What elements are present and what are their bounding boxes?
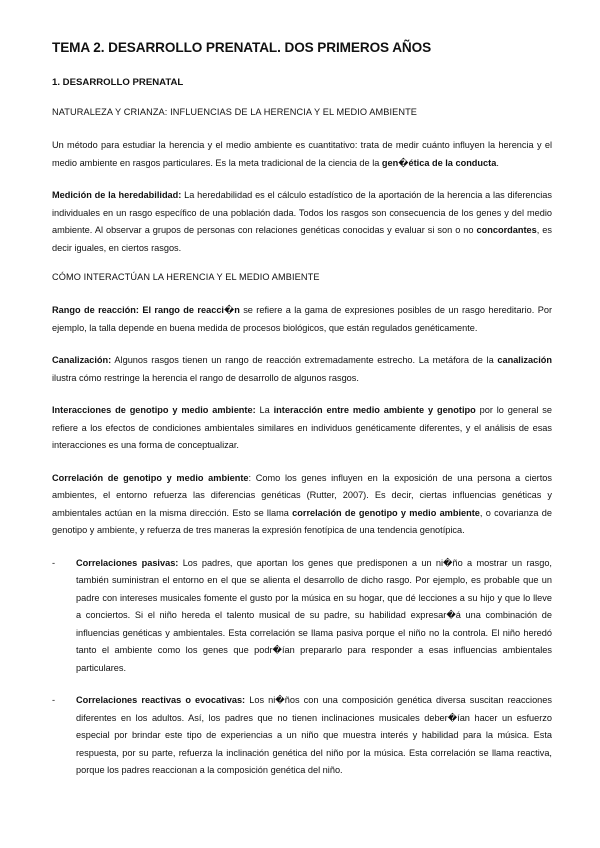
document-page <box>52 40 552 795</box>
list-dash: - <box>52 557 56 568</box>
paragraph-heredabilidad: Medición de la heredabilidad: La heredabilidad es el cálculo estadístico de la aportación de la herencia a las diferencias individuales en un rasgo específico de una población dada. Todos los rasgos son consecuencia de los genes y del medio ambiente. Al observar a grupos de personas con relaciones genéticas conocidas y evaluar si son o no concordantes, es decir iguales, en ciertos rasgos. <box>52 190 553 253</box>
paragraph-correlacion: Correlación de genotipo y medio ambiente: Como los genes influyen en la exposición de una persona a ciertos ambientes, el entorno refuerza las diferencias genéticas (Rutter, 2007). Es decir, ciertas influencias genéticas y ambientales actúan en la misma dirección. Esto se llama correlación de genotipo y medio ambiente, o covarianza de genotipo y ambiente, y refuerza de tres maneras la expresión fenotípica de una tendencia genotípica. <box>52 472 552 535</box>
paragraph-canalizacion: Canalización: Algunos rasgos tienen un rango de reacción extremadamente estrecho. La metáfora de la canalización ilustra cómo restringe la herencia el rango de desarrollo de algunos rasgos. <box>52 355 552 383</box>
paragraph-rango-reaccion: Rango de reacción: El rango de reacci�n se refiere a la gama de expresiones posibles de un rasgo hereditario. Por ejemplo, la talla depende en buena medida de procesos biológicos, que están regulados genéticamente. <box>52 305 553 333</box>
page-title: TEMA 2. DESARROLLO PRENATAL. DOS PRIMEROS AÑOS <box>52 40 432 55</box>
section-heading: 1. DESARROLLO PRENATAL <box>52 77 184 88</box>
list-item-reactivas <box>52 692 552 780</box>
list-item-pasivas <box>52 555 552 678</box>
list-item-text: Correlaciones reactivas o evocativas: Los ni�ños con una composición genética diversa suscitan reacciones diferentes en los adultos. Así, los padres que no tienen inclinaciones musicales deber�ían hacer un esfuerzo especial por brindar este tipo de experiencias a un niño que muestra interés y habilidad para la música. Esta respuesta, por su parte, refuerza la inclinación genética del niño por la música. Esta correlación se llama reactiva, porque los padres reaccionan a la composición genética del niño. <box>76 695 552 775</box>
paragraph-interacciones: Interacciones de genotipo y medio ambiente: La interacción entre medio ambiente y genotipo por lo general se refiere a los efectos de condiciones ambientales similares en individuos genéticamente diferentes, y el análisis de esas interacciones es una forma de conceptualizar. <box>52 405 553 450</box>
subheading-interaccion: CÓMO INTERACTÚAN LA HERENCIA Y EL MEDIO AMBIENTE <box>52 272 320 282</box>
paragraph-metodo: Un método para estudiar la herencia y el medio ambiente es cuantitativo: trata de medir cuánto influyen la herencia y el medio ambiente en rasgos particulares. Es la meta tradicional de la ciencia de la gen�ética de la conducta. <box>52 140 552 168</box>
list-dash: - <box>52 695 56 705</box>
list-item-text: Correlaciones pasivas: Los padres, que aportan los genes que predisponen a un ni�ño a mostrar un rasgo, también suministran el entorno en el que se alienta el desarrollo de dicho rasgo. Por ejemplo, es probable que un padre con intereses musicales fomente el gusto por la música en su hogar, que dé lecciones a su hijo y que lo lleve a conciertos. Si el niño hereda el talento musical de su padre, su habilidad expresar�á una combinación de influencias genéticas y ambientales. Esta correlación se llama pasiva porque el niño no la controla. El niño heredó tanto el ambiente como los genes que podr�ían prepararlo para responder a esas influencias ambientales particulares. <box>76 557 552 673</box>
subheading-naturaleza: NATURALEZA Y CRIANZA: INFLUENCIAS DE LA HERENCIA Y EL MEDIO AMBIENTE <box>52 107 418 117</box>
